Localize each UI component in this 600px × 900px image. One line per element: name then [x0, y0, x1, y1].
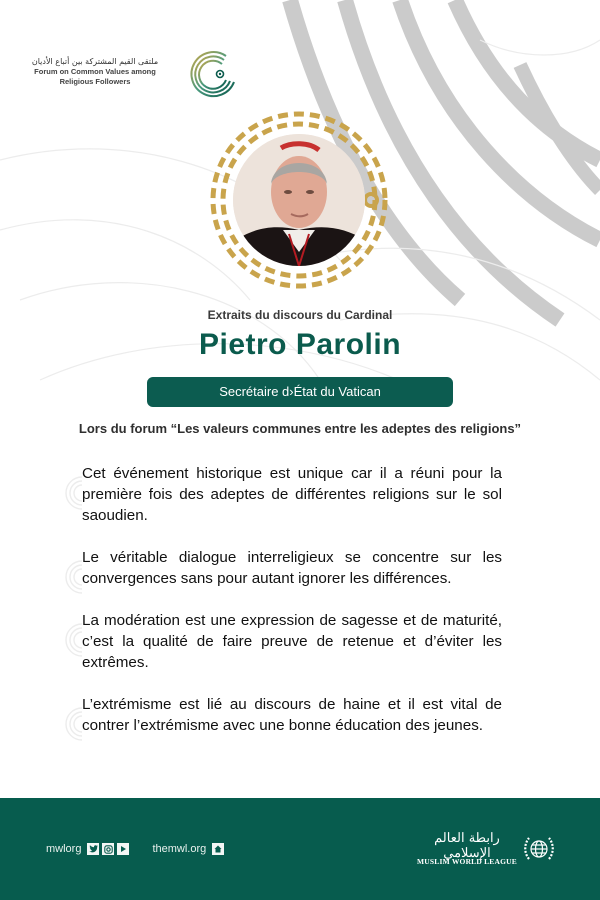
muslim-world-league-logo [415, 831, 565, 871]
forum-logo [31, 48, 240, 100]
quote-text: Cet événement historique est unique car il a réuni pour la première fois des adeptes de différentes religions sur le sol saoudien. [82, 465, 502, 524]
forum-name-arabic: ملتقى القيم المشتركة بين أتباع الأديان [31, 57, 159, 66]
quote-text: Le véritable dialogue interreligieux se concentre sur les convergences sans pour autant ignorer les différences. [82, 549, 502, 587]
quote-arc-icon [62, 475, 84, 511]
mwl-name-arabic: رابطة العالم الإسلامي [434, 831, 500, 861]
quote-item [82, 694, 502, 736]
quote-text: L’extrémisme est lié au discours de haine et il est vital de contrer l’extrémisme avec une bonne éducation des jeunes. [82, 696, 502, 734]
social-links [46, 843, 227, 855]
quote-item [82, 463, 502, 526]
forum-logo-text [20, 56, 170, 87]
cardinal-portrait-photo [233, 134, 365, 266]
speech-intro-label: Extraits du discours du Cardinal [207, 308, 393, 322]
quote-arc-icon [62, 706, 84, 742]
concentric-arcs-logo-icon [188, 48, 240, 100]
footer [0, 798, 600, 900]
quote-text: La modération est une expression de sagesse et de maturité, c’est la qualité de faire preuve de retenue et d’éviter les extrêmes. [82, 612, 502, 671]
forum-name-english-line1: Forum on Common Values among [34, 67, 156, 76]
instagram-icon[interactable] [102, 843, 114, 855]
social-handle[interactable]: mwlorg [46, 843, 82, 855]
quote-item [82, 547, 502, 589]
twitter-icon[interactable] [87, 843, 99, 855]
quote-item [82, 610, 502, 673]
website-link[interactable]: themwl.org [152, 843, 207, 855]
quotes-list [82, 463, 502, 757]
portrait-frame [205, 108, 395, 298]
forum-name-english-line2: Religious Followers [59, 77, 131, 86]
home-icon[interactable] [212, 843, 224, 855]
youtube-icon[interactable] [117, 843, 129, 855]
quote-arc-icon [62, 559, 84, 595]
mwl-name-english: MUSLIM WORLD LEAGUE [417, 857, 517, 866]
speaker-name: Pietro Parolin [198, 328, 402, 361]
forum-context-line: Lors du forum “Les valeurs communes entre les adeptes des religions” [78, 421, 522, 436]
globe-wreath-emblem-icon [523, 833, 555, 865]
quote-arc-icon [62, 622, 84, 658]
speaker-title-badge: Secrétaire d›État du Vatican [147, 377, 453, 407]
